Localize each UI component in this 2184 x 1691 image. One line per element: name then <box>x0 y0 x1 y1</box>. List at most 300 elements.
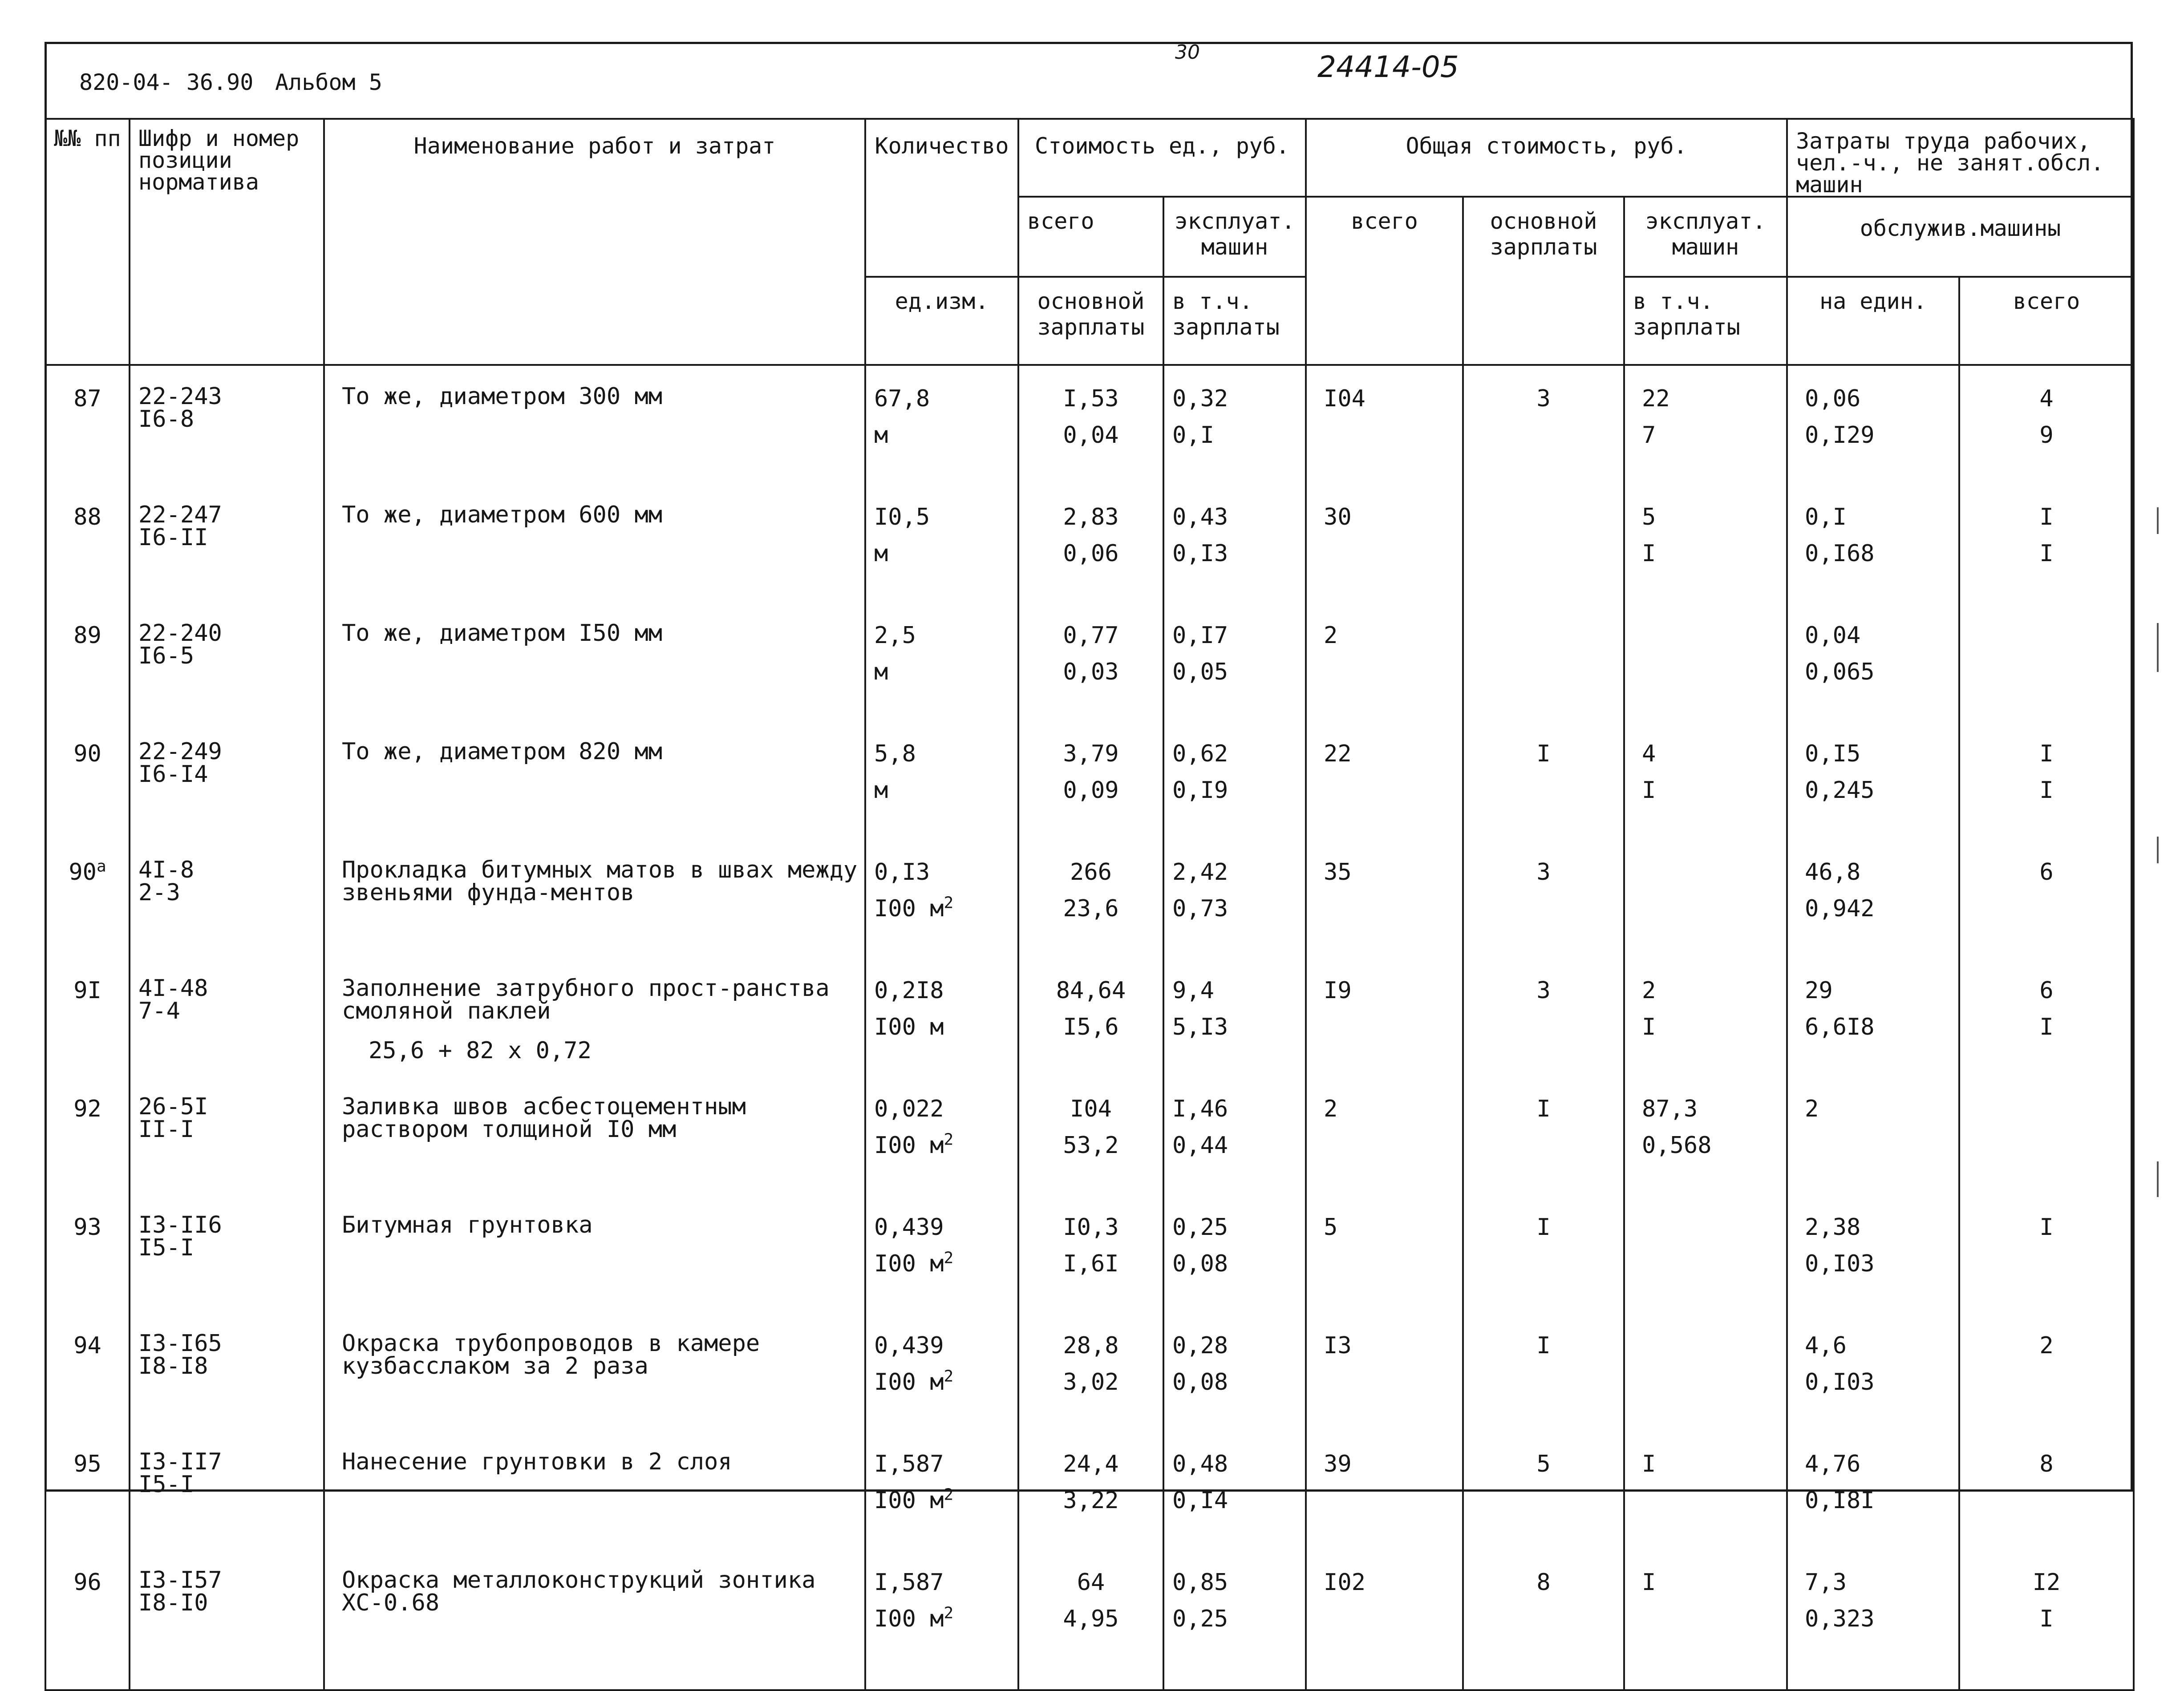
row-unit-machines <box>1163 1431 1306 1549</box>
album-label: Альбом 5 <box>275 69 382 95</box>
labor-total-machines <box>1960 1014 2133 1040</box>
total-base-wage-text: 3 <box>1536 977 1551 1004</box>
unit-base-wage-text: I5,6 <box>1063 1014 1119 1041</box>
row-labor-unit <box>1787 365 1959 484</box>
row-num <box>45 1194 130 1313</box>
row-name <box>324 1431 865 1549</box>
row-total-total <box>1306 1549 1463 1690</box>
row-total-machines <box>1624 958 1787 1076</box>
row-cipher <box>130 958 324 1076</box>
total-total <box>1324 504 1352 530</box>
labor-per-unit <box>1805 859 1860 886</box>
labor-total-machines-text: I <box>2039 540 2054 567</box>
superscript: 2 <box>944 1249 954 1267</box>
unit-incl-wage <box>1172 1014 1305 1040</box>
labor-total <box>2039 504 2053 530</box>
page-number: 30 <box>1175 41 1200 64</box>
row-unit-total <box>1018 721 1163 839</box>
row-labor-total <box>1959 484 2134 603</box>
total-machines-text: 87,3 <box>1642 1096 1698 1122</box>
total-machines <box>1642 1451 1656 1477</box>
total-machines-text: 22 <box>1642 385 1670 412</box>
total-base-wage-text: I <box>1536 1096 1551 1122</box>
row-unit-machines <box>1163 484 1306 603</box>
labor-per-unit <box>1805 1332 1847 1359</box>
row-cipher <box>130 1549 324 1690</box>
row-number <box>73 1096 101 1122</box>
unit-total <box>1063 385 1118 412</box>
total-incl-wage-text: 0,568 <box>1642 1132 1712 1159</box>
unit-text: I00 м <box>874 895 944 922</box>
labor-per-unit <box>1805 1214 1860 1241</box>
row-total-machines <box>1624 484 1787 603</box>
cipher-line2-text: I6-I4 <box>138 761 208 788</box>
unit <box>874 1250 1017 1277</box>
unit-text: I00 м <box>874 1014 944 1041</box>
row-qty <box>865 1313 1018 1431</box>
row-num <box>45 839 130 958</box>
unit-machines <box>1172 622 1228 649</box>
cipher-line2-text: I6-5 <box>138 642 194 669</box>
col-header-total-cost: Общая стоимость, руб. <box>1306 119 1787 197</box>
unit-text: I00 м <box>874 1369 944 1396</box>
labor-per-unit-text: 4,6 <box>1805 1332 1847 1359</box>
cipher-line2 <box>138 1118 323 1141</box>
unit-base-wage-text: I,6I <box>1063 1250 1119 1278</box>
row-name <box>324 1549 865 1690</box>
superscript: а <box>96 857 106 876</box>
unit-base-wage-text: 0,03 <box>1063 659 1119 686</box>
labor-total-machines-text: I <box>2039 1014 2054 1041</box>
row-unit-machines <box>1163 1549 1306 1690</box>
col-header-unit-machines: эксплуат. машин <box>1163 197 1306 277</box>
unit <box>874 659 1017 685</box>
row-number <box>73 977 101 1004</box>
labor-per-unit-machines-text: 0,942 <box>1805 895 1875 922</box>
total-total <box>1324 622 1337 649</box>
row-total-total <box>1306 484 1463 603</box>
row-qty <box>865 958 1018 1076</box>
col-header-unit-cost: Стоимость ед., руб. <box>1018 119 1306 197</box>
unit-text: I00 м <box>874 1250 944 1278</box>
work-name <box>342 383 662 410</box>
row-unit-machines <box>1163 958 1306 1076</box>
row-unit-total <box>1018 1313 1163 1431</box>
labor-per-unit <box>1805 1096 1819 1122</box>
col-header-unit-incl-wage: в т.ч. зарплаты <box>1163 277 1306 365</box>
labor-total <box>2039 1214 2053 1241</box>
labor-per-unit-machines-text: 0,I8I <box>1805 1487 1875 1514</box>
row-cipher <box>130 484 324 603</box>
unit-incl-wage-text: 0,44 <box>1172 1132 1228 1159</box>
col-header-total-total: всего <box>1306 197 1463 365</box>
unit-machines-text: 0,85 <box>1172 1569 1228 1596</box>
row-total-machines <box>1624 603 1787 721</box>
row-qty <box>865 603 1018 721</box>
row-total-machines <box>1624 721 1787 839</box>
row-number-text: 95 <box>73 1451 101 1477</box>
labor-per-unit-machines <box>1805 895 1958 922</box>
col-header-labor-total: всего <box>1959 277 2134 365</box>
labor-per-unit-machines-text: 0,I29 <box>1805 422 1875 449</box>
row-number-text: 90 <box>69 859 97 886</box>
row-total-machines <box>1624 1076 1787 1194</box>
row-cipher <box>130 603 324 721</box>
labor-total <box>2039 977 2053 1004</box>
row-name <box>324 958 865 1076</box>
total-total-text: 5 <box>1324 1214 1338 1241</box>
unit-incl-wage-text: 0,I <box>1172 422 1214 449</box>
row-cipher <box>130 1313 324 1431</box>
cipher-line1-text: 22-249 <box>138 738 222 765</box>
unit-total <box>1063 740 1118 767</box>
total-total-text: 2 <box>1324 622 1338 649</box>
cipher-line2-text: I8-I0 <box>138 1589 208 1616</box>
labor-per-unit-machines-text: 0,065 <box>1805 659 1875 686</box>
row-total-total <box>1306 1431 1463 1549</box>
total-base-wage <box>1536 385 1550 412</box>
quantity-text: 2,5 <box>874 622 916 649</box>
labor-total <box>2039 1332 2053 1359</box>
total-base-wage-text: 5 <box>1536 1451 1551 1477</box>
quantity <box>874 622 916 649</box>
unit-incl-wage <box>1172 659 1305 685</box>
row-total-base <box>1463 958 1624 1076</box>
row-labor-total <box>1959 1313 2134 1431</box>
labor-per-unit-text: 2 <box>1805 1096 1819 1122</box>
unit-machines-text: 0,43 <box>1172 504 1228 530</box>
unit-machines-text: 9,4 <box>1172 977 1214 1004</box>
labor-per-unit-text: 2,38 <box>1805 1214 1861 1241</box>
handwritten-number: 24414-05 <box>1317 50 1459 84</box>
work-name-text: То же, диаметром I50 мм <box>342 620 663 647</box>
labor-per-unit-text: 46,8 <box>1805 859 1861 886</box>
work-name-text: Нанесение грунтовки в 2 слоя <box>342 1448 732 1475</box>
labor-per-unit <box>1805 1569 1847 1596</box>
row-unit-total <box>1018 603 1163 721</box>
row-qty <box>865 1431 1018 1549</box>
unit-total <box>1063 1214 1118 1241</box>
work-name-text: То же, диаметром 820 мм <box>342 738 663 765</box>
table-row <box>45 1549 2134 1690</box>
unit-machines <box>1172 1096 1228 1122</box>
unit <box>874 1606 1017 1632</box>
col-header-cipher: Шифр и номер позиции норматива <box>130 119 324 365</box>
total-incl-wage-text: I <box>1642 540 1656 567</box>
unit-total-text: 2,83 <box>1063 504 1119 530</box>
unit-base-wage <box>1019 1250 1163 1277</box>
unit-base-wage-text: 53,2 <box>1063 1132 1119 1159</box>
unit-incl-wage <box>1172 1369 1305 1396</box>
labor-per-unit-machines <box>1805 1606 1958 1632</box>
row-number <box>73 1332 101 1359</box>
row-total-machines <box>1624 365 1787 484</box>
row-unit-total <box>1018 1549 1163 1690</box>
labor-total-text: 2 <box>2039 1332 2054 1359</box>
total-total-text: 2 <box>1324 1096 1338 1122</box>
unit-base-wage <box>1019 777 1163 804</box>
work-name-text: Окраска металлоконструкций зонтика ХС-0.68 <box>342 1567 816 1616</box>
labor-per-unit-machines-text: 0,I03 <box>1805 1369 1875 1396</box>
unit-text: м <box>874 540 888 567</box>
cipher-line2-text: I5-I <box>138 1234 194 1261</box>
unit-machines <box>1172 859 1228 886</box>
row-unit-machines <box>1163 1194 1306 1313</box>
quantity-text: 5,8 <box>874 740 916 767</box>
margin-mark <box>2157 837 2159 863</box>
unit-base-wage-text: 3,22 <box>1063 1487 1119 1514</box>
cipher-line1-text: I3-II7 <box>138 1448 222 1475</box>
row-name <box>324 365 865 484</box>
unit <box>874 1369 1017 1396</box>
row-labor-total <box>1959 365 2134 484</box>
row-num <box>45 1431 130 1549</box>
total-base-wage-text: 3 <box>1536 385 1551 412</box>
unit-machines-text: 0,32 <box>1172 385 1228 412</box>
row-number-text: 88 <box>73 504 101 530</box>
row-name <box>324 1194 865 1313</box>
row-number-text: 94 <box>73 1332 101 1359</box>
cipher-line1-text: 4I-48 <box>138 975 208 1002</box>
labor-total-machines <box>1960 777 2133 804</box>
col-header-labor-per-unit: на един. <box>1787 277 1959 365</box>
col-header-unit-total: всего <box>1018 197 1163 277</box>
row-total-machines <box>1624 839 1787 958</box>
unit-base-wage <box>1019 1606 1163 1632</box>
row-total-machines <box>1624 1194 1787 1313</box>
row-number-text: 96 <box>73 1569 101 1596</box>
labor-per-unit <box>1805 385 1860 412</box>
row-num <box>45 1549 130 1690</box>
labor-total-text: 8 <box>2039 1451 2054 1477</box>
labor-total-machines <box>1960 422 2133 449</box>
work-name-text: Заполнение затрубного прост-ранства смоляной паклей <box>342 975 830 1024</box>
calc-formula-text: 25,6 + 82 х 0,72 <box>369 1037 592 1064</box>
row-cipher <box>130 1076 324 1194</box>
unit-text: м <box>874 777 888 804</box>
labor-total <box>2033 1569 2061 1596</box>
quantity-text: 0,I3 <box>874 859 930 886</box>
unit <box>874 777 1017 804</box>
total-machines-text: 5 <box>1642 504 1656 530</box>
unit-incl-wage-text: 5,I3 <box>1172 1014 1228 1041</box>
row-name <box>324 484 865 603</box>
unit-incl-wage <box>1172 1606 1305 1632</box>
labor-per-unit-machines-text: 0,I68 <box>1805 540 1875 567</box>
unit-base-wage-text: 23,6 <box>1063 895 1119 922</box>
table-header <box>45 119 2134 365</box>
total-total <box>1324 1569 1366 1596</box>
margin-mark <box>2157 507 2159 534</box>
labor-total-machines <box>1960 1606 2133 1632</box>
table-row <box>45 958 2134 1076</box>
labor-per-unit-machines <box>1805 1487 1958 1514</box>
table-row <box>45 839 2134 958</box>
cipher-line2-text: I5-I <box>138 1471 194 1498</box>
unit-total-text: 0,77 <box>1063 622 1119 649</box>
labor-total <box>2039 385 2053 412</box>
row-total-total <box>1306 365 1463 484</box>
row-labor-unit <box>1787 1431 1959 1549</box>
row-num <box>45 603 130 721</box>
row-unit-total <box>1018 484 1163 603</box>
unit-base-wage <box>1019 422 1163 449</box>
superscript: 2 <box>944 894 954 912</box>
row-num <box>45 1076 130 1194</box>
unit-incl-wage-text: 0,I4 <box>1172 1487 1228 1514</box>
row-labor-unit <box>1787 958 1959 1076</box>
row-unit-machines <box>1163 721 1306 839</box>
quantity-text: 0,022 <box>874 1096 944 1122</box>
quantity-text: I,587 <box>874 1569 944 1596</box>
total-total-text: I04 <box>1324 385 1366 412</box>
unit <box>874 1014 1017 1040</box>
unit-total <box>1063 622 1118 649</box>
labor-total-text: I <box>2039 740 2054 767</box>
unit-incl-wage <box>1172 422 1305 449</box>
unit-base-wage <box>1019 540 1163 567</box>
row-name <box>324 603 865 721</box>
total-base-wage-text: I <box>1536 1214 1551 1241</box>
labor-total <box>2039 740 2053 767</box>
row-labor-unit <box>1787 1549 1959 1690</box>
labor-per-unit <box>1805 977 1833 1004</box>
work-name <box>342 1212 593 1238</box>
labor-total-machines-text: I <box>2039 777 2054 804</box>
total-machines <box>1642 1569 1656 1596</box>
row-qty <box>865 839 1018 958</box>
work-name-text: То же, диаметром 600 мм <box>342 502 663 528</box>
quantity-text: I,587 <box>874 1451 944 1477</box>
unit <box>874 540 1017 567</box>
unit-total-text: I0,3 <box>1063 1214 1119 1241</box>
row-num <box>45 958 130 1076</box>
labor-total-text: I <box>2039 504 2054 530</box>
work-name <box>342 1330 760 1380</box>
unit-incl-wage <box>1172 895 1305 922</box>
total-base-wage <box>1536 1451 1550 1477</box>
labor-per-unit-machines-text: 0,245 <box>1805 777 1875 804</box>
work-name <box>342 738 662 765</box>
work-name <box>342 1093 746 1143</box>
unit-machines-text: 0,62 <box>1172 740 1228 767</box>
unit-machines <box>1172 1214 1228 1241</box>
superscript: 2 <box>944 1130 954 1149</box>
labor-total-text: 6 <box>2039 977 2054 1004</box>
row-number <box>69 859 106 886</box>
labor-total <box>2039 859 2053 886</box>
col-header-total-machines: эксплуат. машин <box>1624 197 1787 277</box>
table-body <box>45 365 2134 1690</box>
labor-per-unit-machines <box>1805 1369 1958 1396</box>
cipher-line1-text: 4I-8 <box>138 857 194 883</box>
unit-total <box>1056 977 1126 1004</box>
unit-text: м <box>874 659 888 686</box>
row-unit-machines <box>1163 603 1306 721</box>
unit-total-text: I04 <box>1070 1096 1112 1122</box>
row-cipher <box>130 365 324 484</box>
row-labor-unit <box>1787 721 1959 839</box>
row-name <box>324 1313 865 1431</box>
row-number-text: 92 <box>73 1096 101 1122</box>
margin-mark <box>2157 623 2159 672</box>
total-base-wage-text: 8 <box>1536 1569 1551 1596</box>
row-num <box>45 1313 130 1431</box>
row-qty <box>865 1549 1018 1690</box>
table-row <box>45 484 2134 603</box>
unit-incl-wage-text: 0,I9 <box>1172 777 1228 804</box>
total-total-text: 22 <box>1324 740 1352 767</box>
cipher-line2-text: I6-II <box>138 524 208 551</box>
row-labor-total <box>1959 839 2134 958</box>
total-machines-text: 4 <box>1642 740 1656 767</box>
labor-per-unit-text: 29 <box>1805 977 1833 1004</box>
row-total-machines <box>1624 1549 1787 1690</box>
total-incl-wage-text: 7 <box>1642 422 1656 449</box>
quantity <box>874 1451 944 1477</box>
col-header-unit: ед.изм. <box>865 277 1018 365</box>
unit-total-text: 24,4 <box>1063 1451 1119 1477</box>
work-name-text: Битумная грунтовка <box>342 1212 593 1238</box>
labor-per-unit <box>1805 504 1847 530</box>
total-machines <box>1642 504 1656 530</box>
labor-per-unit-text: 0,06 <box>1805 385 1861 412</box>
labor-per-unit-text: 4,76 <box>1805 1451 1861 1477</box>
unit-incl-wage-text: 0,08 <box>1172 1250 1228 1278</box>
labor-per-unit <box>1805 622 1860 649</box>
row-total-base <box>1463 484 1624 603</box>
col-header-total-incl-wage: в т.ч. зарплаты <box>1624 277 1787 365</box>
cipher-line2 <box>138 526 323 549</box>
work-name-text: Прокладка битумных матов в швах между звеньями фунда-ментов <box>342 857 858 906</box>
row-total-machines <box>1624 1431 1787 1549</box>
total-total-text: 39 <box>1324 1451 1352 1477</box>
unit-text: I00 м <box>874 1132 944 1159</box>
row-number-text: 93 <box>73 1214 101 1241</box>
total-incl-wage-text: I <box>1642 777 1656 804</box>
unit-incl-wage-text: 0,73 <box>1172 895 1228 922</box>
total-incl-wage <box>1642 777 1786 804</box>
cipher-line1-text: 26-5I <box>138 1093 208 1120</box>
labor-per-unit <box>1805 740 1860 767</box>
quantity <box>874 977 944 1004</box>
cipher-line2-text: I6-8 <box>138 405 194 433</box>
quantity <box>874 504 930 530</box>
unit-machines <box>1172 977 1214 1004</box>
work-name <box>342 1567 815 1616</box>
cipher-line2 <box>138 1234 323 1261</box>
row-total-base <box>1463 839 1624 958</box>
unit-base-wage-text: 3,02 <box>1063 1369 1119 1396</box>
superscript: 2 <box>944 1485 954 1504</box>
row-total-base <box>1463 1076 1624 1194</box>
superscript: 2 <box>944 1367 954 1386</box>
quantity <box>874 1569 944 1596</box>
calc-formula <box>342 1037 864 1064</box>
row-labor-unit <box>1787 603 1959 721</box>
total-total-text: I02 <box>1324 1569 1366 1596</box>
labor-per-unit-machines-text: 6,6I8 <box>1805 1014 1875 1041</box>
unit-total <box>1063 504 1118 530</box>
row-unit-total <box>1018 1076 1163 1194</box>
work-name <box>342 620 662 647</box>
row-qty <box>865 365 1018 484</box>
cipher-line1-text: I3-I65 <box>138 1330 222 1357</box>
row-unit-total <box>1018 839 1163 958</box>
total-base-wage <box>1536 740 1550 767</box>
total-base-wage-text: I <box>1536 1332 1551 1359</box>
cipher-line2 <box>138 1352 323 1380</box>
